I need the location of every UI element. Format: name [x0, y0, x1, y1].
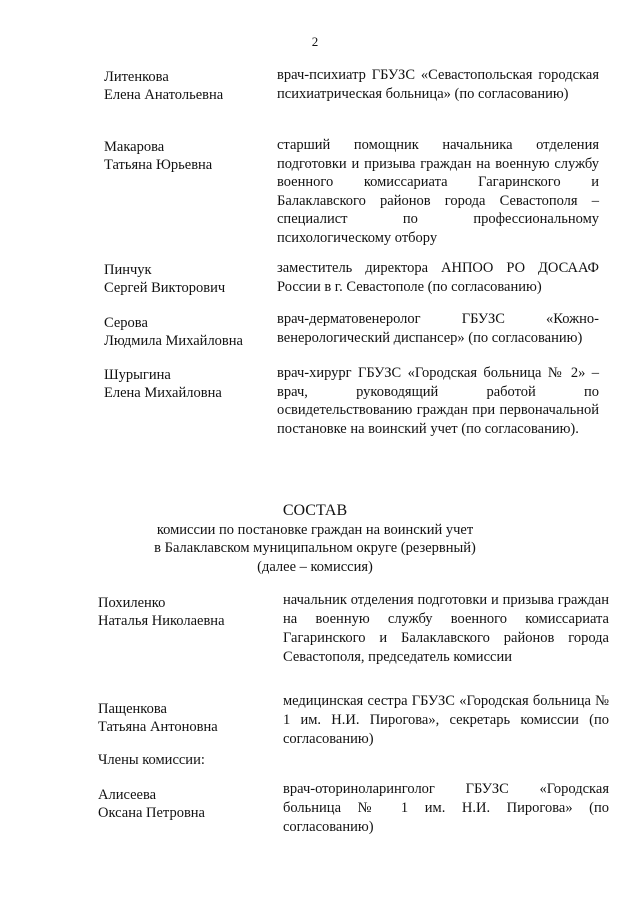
member-given-name: Татьяна Антоновна: [98, 719, 218, 735]
member-given-name: Татьяна Юрьевна: [104, 157, 213, 173]
member-surname: Пинчук: [104, 262, 152, 278]
member-name: [104, 366, 222, 402]
member-role: врач-психиатр ГБУЗС «Севастопольская городская психиатрическая больница» (по согласованию): [277, 67, 599, 102]
member-surname: Похиленко: [98, 595, 166, 611]
member-name: [98, 700, 218, 736]
member-surname: Пащенкова: [98, 701, 167, 717]
heading-title: СОСТАВ: [282, 502, 348, 519]
member-surname: Литенкова: [104, 69, 169, 85]
member-given-name: Оксана Петровна: [98, 805, 205, 821]
heading-line: (далее – комиссия): [257, 558, 373, 575]
member-name: [104, 261, 225, 297]
member-surname: Макарова: [104, 139, 165, 155]
member-role: врач-дерматовенеролог ГБУЗС «Кожно-венерологический диспансер» (по согласованию): [277, 311, 599, 346]
member-role: медицинская сестра ГБУЗС «Городская больница № 1 им. Н.И. Пирогова», секретарь комиссии (по согласованию): [283, 693, 609, 747]
member-role: старший помощник начальника отделения подготовки и призыва граждан на военную службу военного комиссариата Гагаринского и Балаклавского районов города Севастополя – специалист по профессиональному психологическому отбору: [277, 137, 599, 246]
member-role: врач-хирург ГБУЗС «Городская больница № 2» – врач, руководящий работой по освидетельствованию граждан при первоначальной постановке на воинский учет (по согласованию).: [277, 365, 599, 437]
heading-line: комиссии по постановке граждан на воинский учет: [156, 521, 474, 538]
member-surname: Серова: [104, 315, 148, 331]
heading-line: в Балаклавском муниципальном округе (резервный): [154, 540, 476, 556]
member-name: [104, 68, 223, 104]
member-name: [104, 314, 243, 350]
member-surname: Шурыгина: [104, 367, 171, 383]
page-number: 2: [311, 34, 319, 49]
member-given-name: Людмила Михайловна: [104, 333, 243, 349]
member-given-name: Елена Анатольевна: [104, 87, 224, 103]
section-heading: [0, 502, 630, 576]
member-given-name: Наталья Николаевна: [98, 613, 225, 629]
member-given-name: Елена Михайловна: [104, 385, 222, 401]
member-role: врач-оториноларинголог ГБУЗС «Городская больница № 1 им. Н.И. Пирогова» (по согласованию): [283, 781, 609, 835]
member-name: [104, 138, 212, 174]
member-role: начальник отделения подготовки и призыва граждан на военную службу военного комиссариата Гагаринского и Балаклавского районов города Севастополя, председатель комиссии: [283, 592, 609, 665]
member-given-name: Сергей Викторович: [104, 280, 226, 296]
member-role: заместитель директора АНПОО РО ДОСААФ России в г. Севастополе (по согласованию): [277, 260, 599, 295]
member-surname: Алисеева: [98, 787, 157, 803]
member-name: [98, 786, 205, 822]
member-name: [98, 594, 225, 630]
members-label: Члены комиссии:: [98, 752, 205, 768]
